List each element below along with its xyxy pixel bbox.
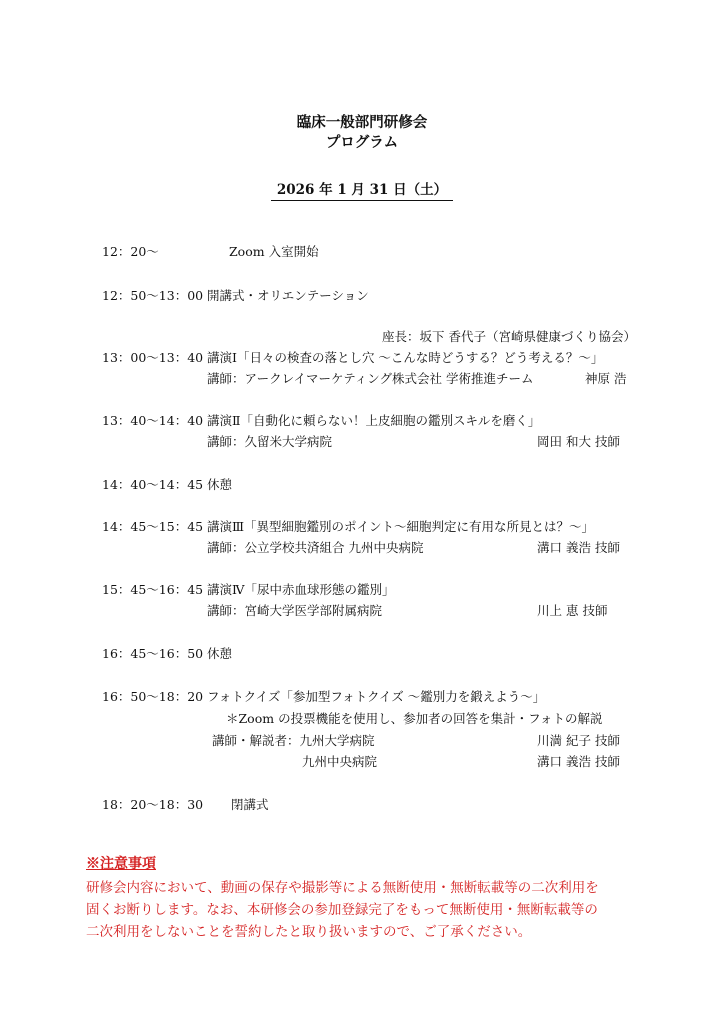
lecturer-name: 溝口 義浩 技師 [537, 754, 620, 769]
time-slot: 14：45〜15：45 [102, 519, 204, 534]
lecturer-affiliation: 講師・解説者：九州大学病院 [212, 733, 375, 748]
event-date [0, 178, 724, 198]
time-slot: 12：20〜 [102, 244, 159, 259]
time-slot: 13：00〜13：40 [102, 350, 204, 365]
lecturer-affiliation: 九州中央病院 [302, 754, 378, 769]
lecturer-name: 岡田 和大 技師 [537, 434, 620, 449]
program-item: 講演Ⅰ「日々の検査の落とし穴 〜こんな時どうする？どう考える？〜」 [207, 350, 604, 365]
lecturer-name: 川上 恵 技師 [537, 603, 608, 618]
program-item: 開講式・オリエンテーション [207, 288, 369, 303]
program-item: 講演Ⅱ「自動化に頼らない！上皮細胞の鑑別スキルを磨く」 [207, 413, 541, 428]
lecturer-affiliation: 講師：宮崎大学医学部附属病院 [207, 603, 383, 618]
program-item: 閉講式 [231, 797, 269, 812]
lecturer-affiliation: 講師：アークレイマーケティング株式会社 学術推進チーム [207, 371, 534, 386]
notice-text-line: 固くお断りします。なお、本研修会の参加登録完了をもって無断使用・無断転載等の [86, 902, 598, 918]
notice-text-line: 二次利用をしないことを誓約したと取り扱いますので、ご了承ください。 [86, 924, 532, 940]
program-item: 休憩 [207, 646, 233, 661]
time-slot: 16：50〜18：20 [102, 689, 204, 704]
lecturer-name: 川満 紀子 技師 [537, 733, 620, 748]
lecturer-affiliation: 講師：公立学校共済組合 九州中央病院 [207, 540, 424, 555]
lecturer-name: 神原 浩 [585, 371, 627, 386]
time-slot: 12：50〜13：00 [102, 288, 204, 303]
program-item: 講演Ⅲ「異型細胞鑑別のポイント〜細胞判定に有用な所見とは？〜」 [207, 519, 595, 534]
document-title: 臨床一般部門研修会 [296, 114, 428, 131]
program-note: ＊Zoom の投票機能を使用し、参加者の回答を集計・フォトの解説 [226, 711, 603, 726]
time-slot: 16：45〜16：50 [102, 646, 204, 661]
time-slot: 18：20〜18：30 [102, 797, 204, 812]
notice-heading: ※注意事項 [86, 856, 156, 872]
program-item: フォトクイズ「参加型フォトクイズ 〜鑑別力を鍛えよう〜」 [207, 689, 546, 704]
program-item: 休憩 [207, 477, 233, 492]
document-subtitle: プログラム [325, 134, 399, 151]
lecturer-name: 溝口 義浩 技師 [537, 540, 620, 555]
lecturer-affiliation: 講師：久留米大学病院 [207, 434, 333, 449]
program-item: Zoom 入室開始 [229, 244, 319, 259]
event-date-text: 2026 年 1 月 31 日（土） [271, 182, 453, 201]
notice-text-line: 研修会内容において、動画の保存や撮影等による無断使用・無断転載等の二次利用を [86, 880, 599, 896]
time-slot: 13：40〜14：40 [102, 413, 204, 428]
time-slot: 14：40〜14：45 [102, 477, 204, 492]
program-item: 講演Ⅳ「尿中赤血球形態の鑑別」 [207, 582, 395, 597]
chairperson: 座長：坂下 香代子（宮崎県健康づくり協会） [382, 329, 636, 344]
time-slot: 15：45〜16：45 [102, 582, 204, 597]
